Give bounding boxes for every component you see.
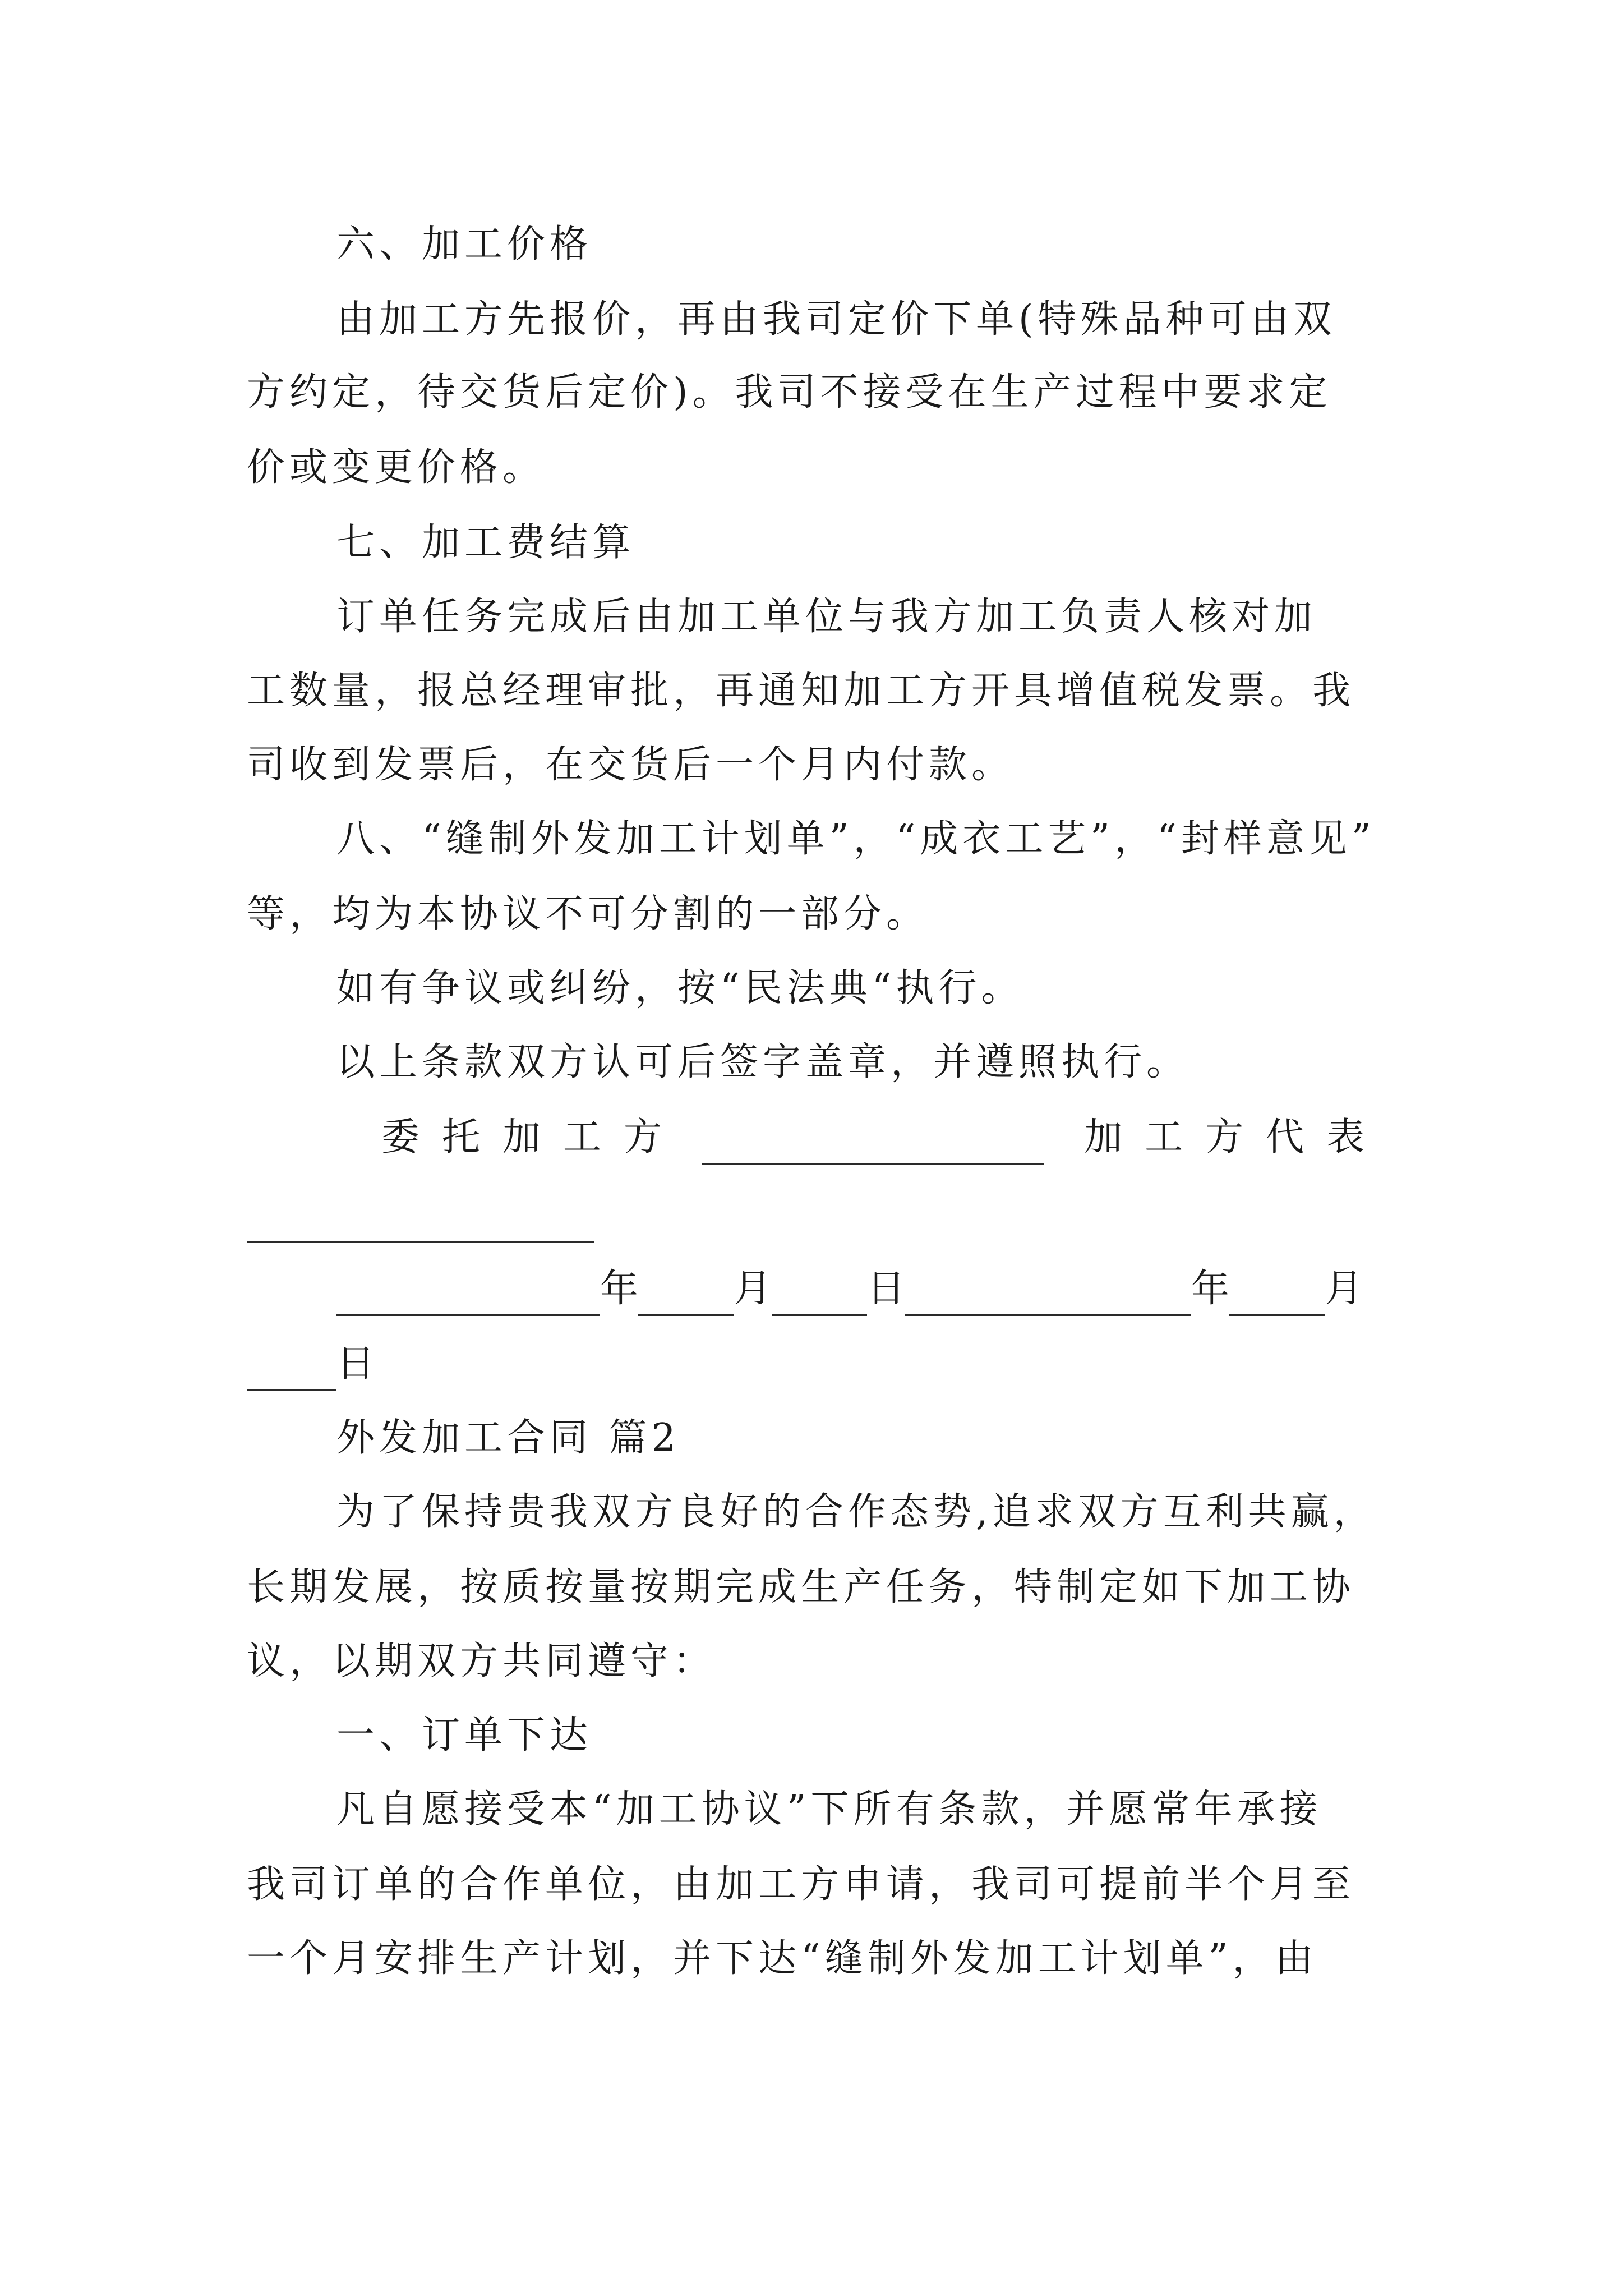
paragraph-line: 议，以期双方共同遵守： — [247, 1639, 716, 1683]
paragraph-line: 司收到发票后，在交货后一个月内付款。 — [247, 743, 1015, 787]
paragraph-line: 一个月安排生产计划，并下达“缝制外发加工计划单”，由 — [247, 1936, 1318, 1981]
party-b-label: 加工方代表 — [1084, 1115, 1387, 1159]
paragraph-line: 方约定，待交货后定价)。我司不接受在生产过程中要求定 — [247, 370, 1332, 415]
paragraph-line: 等，均为本协议不可分割的一部分。 — [247, 892, 929, 936]
date-row-continued — [247, 1337, 375, 1391]
month-label: 月 — [734, 1267, 772, 1311]
paragraph-line: 由加工方先报价，再由我司定价下单(特殊品种可由双 — [336, 297, 1336, 342]
section-heading-pricing: 六、加工价格 — [336, 222, 593, 266]
paragraph-line: 工数量，报总经理审批，再通知加工方开具增值税发票。我 — [247, 669, 1355, 713]
year-label: 年 — [1191, 1267, 1230, 1311]
date-blank — [1229, 1275, 1325, 1316]
party-a-label: 委托加工方 — [381, 1115, 685, 1159]
date-blank — [772, 1275, 867, 1316]
section-title: 外发加工合同 篇2 — [336, 1416, 680, 1460]
paragraph-line: 以上条款双方认可后签字盖章，并遵照执行。 — [336, 1040, 1189, 1084]
date-row — [336, 1262, 1363, 1316]
month-label: 月 — [1325, 1267, 1363, 1311]
section-heading-settlement: 七、加工费结算 — [336, 521, 635, 565]
paragraph-line: 如有争议或纠纷，按“民法典“执行。 — [336, 966, 1024, 1010]
day-label: 日 — [867, 1267, 906, 1311]
date-blank — [336, 1275, 600, 1316]
date-blank — [247, 1350, 336, 1391]
party-b-signature-line — [247, 1202, 594, 1243]
paragraph-line: 为了保持贵我双方良好的合作态势,追求双方互利共赢， — [336, 1490, 1376, 1534]
paragraph-line: 价或变更价格。 — [247, 445, 546, 490]
paragraph-line: 我司订单的合作单位，由加工方申请，我司可提前半个月至 — [247, 1862, 1355, 1907]
day-label: 日 — [336, 1342, 375, 1386]
paragraph-line: 凡自愿接受本“加工协议”下所有条款，并愿常年承接 — [336, 1787, 1322, 1832]
party-b-signature-row — [247, 1189, 594, 1243]
signature-row — [381, 1111, 1387, 1165]
date-blank — [638, 1275, 734, 1316]
party-a-signature-line — [702, 1124, 1044, 1165]
date-blank — [905, 1275, 1191, 1316]
paragraph-line: 长期发展，按质按量按期完成生产任务，特制定如下加工协 — [247, 1565, 1355, 1609]
section-heading-attachments: 八、“缝制外发加工计划单”，“成衣工艺”，“封样意见” — [336, 817, 1376, 861]
paragraph-line: 订单任务完成后由加工单位与我方加工负责人核对加 — [336, 595, 1317, 639]
section-heading-order: 一、订单下达 — [336, 1713, 593, 1757]
year-label: 年 — [600, 1267, 639, 1311]
